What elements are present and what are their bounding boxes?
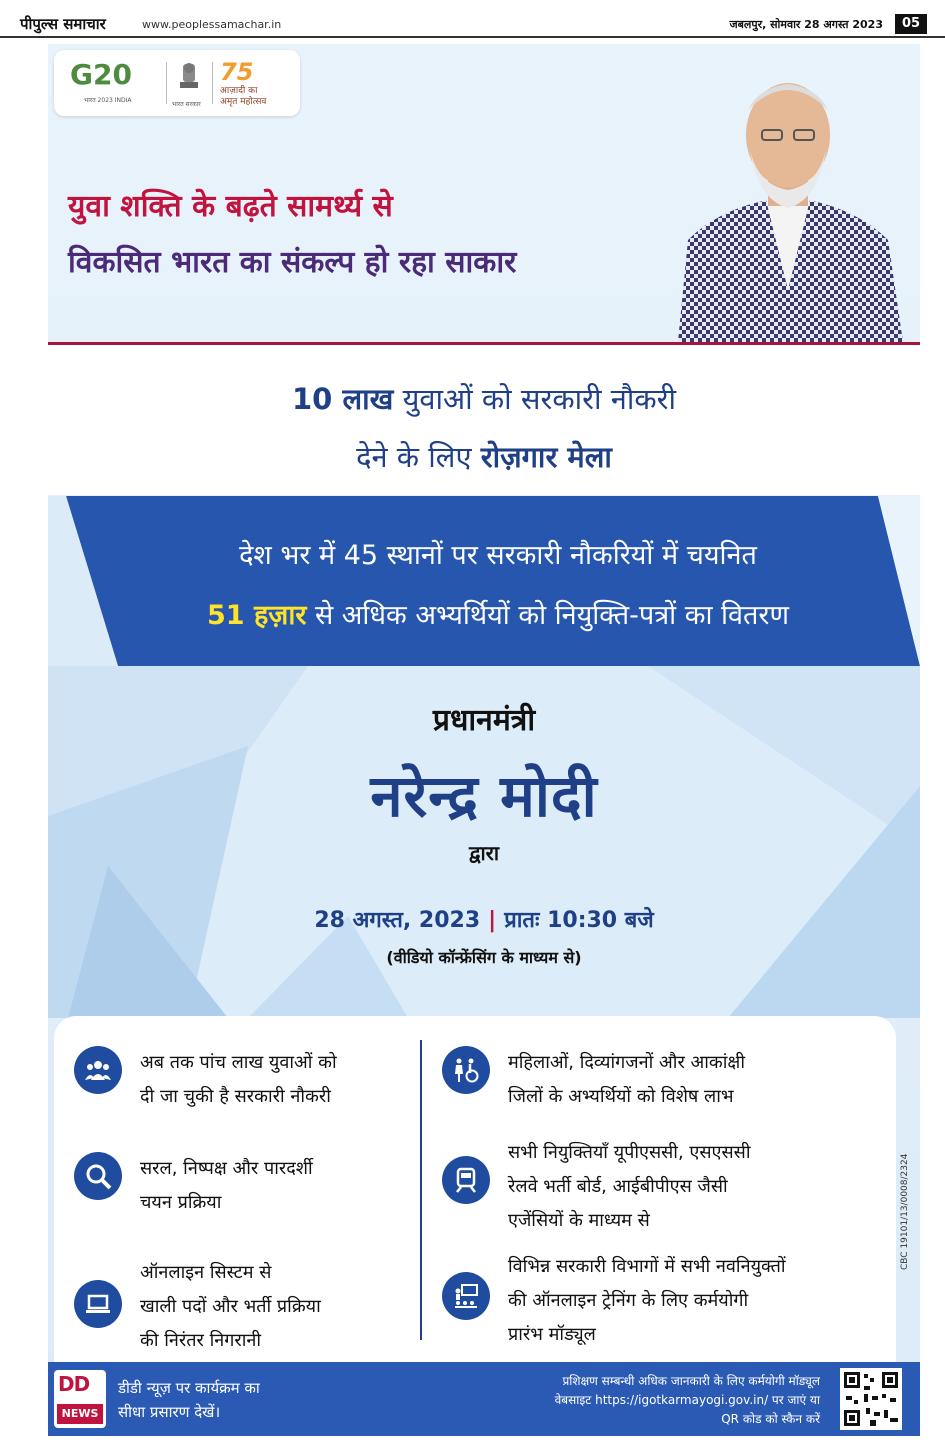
headline [68,179,516,291]
karmayogi-link[interactable]: वेबसाइट https://igotkarmayogi.gov.in/ पर जाएं या [554,1393,820,1407]
cbc-code: CBC 19101/13/0008/2324 [900,1153,910,1270]
event-date: 28 अगस्त, 2023 [314,908,481,933]
pm-name: नरेन्द्र मोदी [370,762,598,830]
laptop-icon [74,1280,122,1328]
classroom-icon [442,1272,490,1320]
headline-line-1: युवा शक्ति के बढ़ते सामर्थ्य से [68,189,393,224]
event-datetime: 28 अगस्त, 2023 | प्रातः 10:30 बजे [314,908,654,933]
newspaper-logo: पीपुल्स समाचार [20,15,106,33]
logo-divider [166,62,167,104]
banner-line-2: 51 हज़ार से अधिक अभ्यर्थियों को नियुक्ति-पत्रों का वितरण [207,600,789,631]
g20-logo: G20 [70,58,132,91]
logo-strip [54,50,300,116]
footer-bar [48,1362,920,1436]
dd-news-logo: DD NEWS [54,1370,106,1428]
features-card: अब तक पांच लाख युवाओं को दी जा चुकी है सरकारी नौकरी सरल, निष्पक्ष और पारदर्शी चयन प्रक्रिया ऑनलाइन सिस्टम से खाली पदों और भर्ती प्रक्रिया की निरंतर निगरानी महिलाओं, दिव्यांगजनों और आकांक्षी जिलों के अभ्यर्थियों को विशेष लाभ सभी नियुक्तियाँ यूपीएससी, एसएससी रेलवे भर्ती बोर्ड, आईबीपीएस जैसी एजेंसियों के माध्यम से विभिन्न सरकारी विभागों में सभी नवनियुक्तों की ऑनलाइन ट्रेनिंग के लिए कर्मयोगी प्रारंभ मॉड्यूल [54,1016,896,1362]
train-icon [442,1156,490,1204]
newspaper-dateline: जबलपुर, सोमवार 28 अगस्त 2023 [729,18,883,31]
karmayogi-info: प्रशिक्षण सम्बन्धी अधिक जानकारी के लिए कर्मयोगी मॉड्यूल वेबसाइट https://igotkarmayogi.gov.in/ पर जाएं या QR कोड को स्कैन करें [490,1372,820,1429]
newspaper-header [0,0,945,38]
banner-line-1: देश भर में 45 स्थानों पर सरकारी नौकरियों में चयनित [239,540,757,571]
rozgar-mela-text: 10 लाख युवाओं को सरकारी नौकरी देने के लिए रोज़गार मेला [292,382,676,474]
newspaper-url[interactable]: www.peoplessamachar.in [142,18,282,31]
event-time: प्रातः 10:30 बजे [504,908,654,933]
event-mode: (वीडियो कॉन्फ्रेंसिंग के माध्यम से) [386,948,582,967]
pm-portrait-image [658,50,918,342]
magnifier-icon [74,1152,122,1200]
g20-subtitle: भारत 2023 INDIA [84,97,132,104]
pm-by: द्वारा [468,841,500,865]
emblem-subtitle: भारत सरकार [172,101,201,108]
headline-line-2: विकसित भारत का संकल्प हो रहा साकार [68,245,517,280]
azadi-ka-amrit-mahotsav-logo: 75 आज़ादी का अमृत महोत्सव [220,58,267,107]
column-divider [420,1040,422,1340]
advertisement [48,44,920,1436]
accessibility-icon [442,1046,490,1094]
national-emblem-icon [174,60,204,94]
logo-divider [212,62,213,104]
blue-banner-text [108,526,888,646]
qr-code-icon[interactable] [840,1368,902,1430]
people-icon [74,1046,122,1094]
pm-title: प्रधानमंत्री [432,703,536,738]
broadcast-note: डीडी न्यूज़ पर कार्यक्रम का सीधा प्रसारण देखें। [118,1379,260,1421]
page-number: 05 [895,14,927,34]
